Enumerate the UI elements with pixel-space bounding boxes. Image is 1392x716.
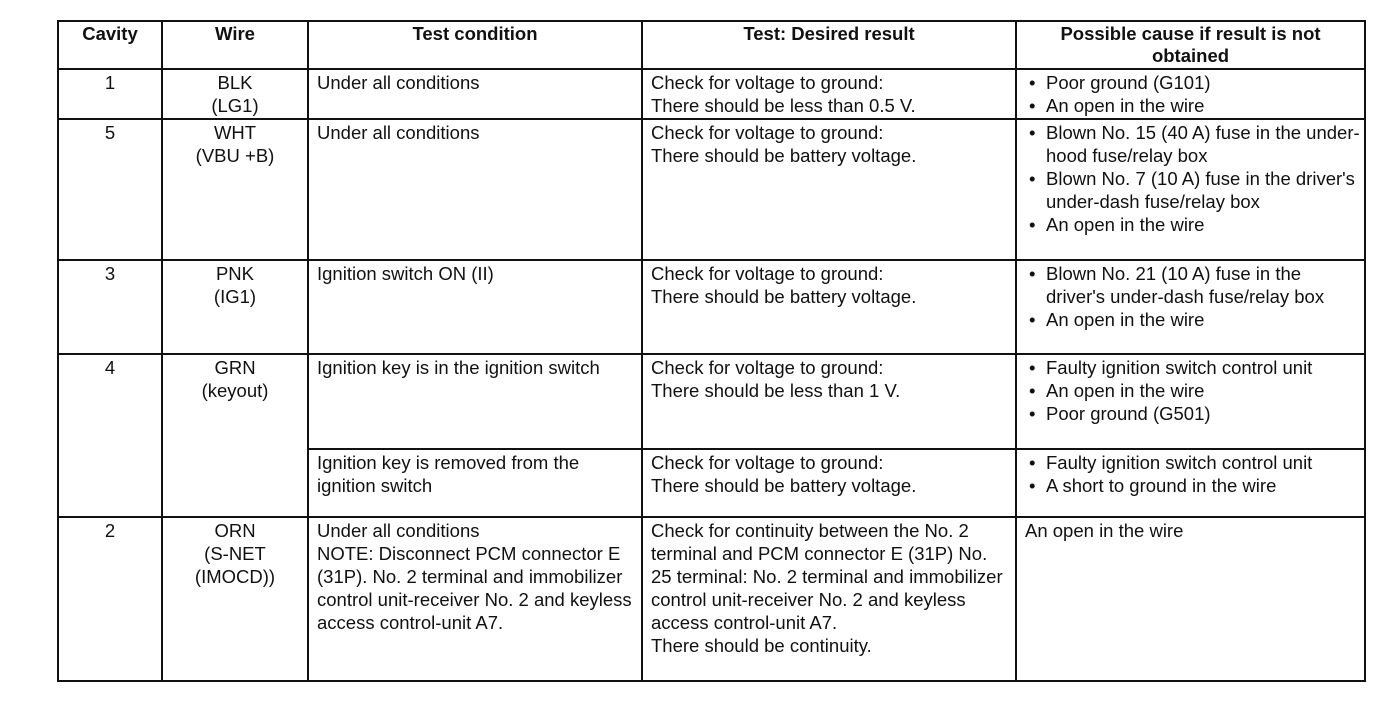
header-cavity: Cavity bbox=[58, 21, 162, 69]
result-line: There should be battery voltage. bbox=[651, 145, 917, 166]
table-row bbox=[58, 119, 1365, 260]
result-line: Check for voltage to ground: bbox=[651, 357, 884, 378]
header-wire: Wire bbox=[162, 21, 308, 69]
wire-code: (VBU +B) bbox=[195, 145, 275, 166]
wire-code: (LG1) bbox=[211, 95, 259, 116]
wire-color: ORN bbox=[214, 520, 256, 541]
cause-item: • An open in the wire bbox=[1027, 213, 1362, 236]
possible-cause-cell bbox=[1016, 119, 1365, 260]
result-text: Check for continuity between the No. 2 terminal and PCM connector E (31P) No. 25 terminal: No. 2 terminal and immobilizer control unit-receiver No. 2 and keyless access control-unit A7. bbox=[651, 520, 1003, 633]
possible-cause-cell bbox=[1016, 69, 1365, 119]
table-row bbox=[58, 354, 1365, 449]
test-condition-cell: Ignition key is removed from the ignition switch bbox=[308, 449, 642, 517]
possible-cause-cell bbox=[1016, 449, 1365, 517]
desired-result-cell bbox=[642, 119, 1016, 260]
connector-test-table bbox=[57, 20, 1366, 682]
possible-cause-cell bbox=[1016, 354, 1365, 449]
cause-item: • Poor ground (G501) bbox=[1027, 402, 1362, 425]
cause-item: • A short to ground in the wire bbox=[1027, 474, 1362, 497]
condition-text: Under all conditions bbox=[317, 520, 480, 541]
wire-code: (S-NET bbox=[204, 543, 266, 564]
desired-result-cell bbox=[642, 354, 1016, 449]
table-row bbox=[58, 69, 1365, 119]
wire-code: (IG1) bbox=[213, 286, 257, 307]
cause-item: • Faulty ignition switch control unit bbox=[1027, 356, 1362, 379]
desired-result-cell bbox=[642, 69, 1016, 119]
cause-item: • Blown No. 7 (10 A) fuse in the driver's under-dash fuse/relay box bbox=[1027, 167, 1362, 213]
test-condition-cell: Under all conditions bbox=[308, 119, 642, 260]
possible-cause-cell: An open in the wire bbox=[1016, 517, 1365, 681]
wire-color: GRN bbox=[214, 357, 256, 378]
wire-cell bbox=[162, 260, 308, 354]
result-line: Check for voltage to ground: bbox=[651, 452, 884, 473]
result-line: There should be battery voltage. bbox=[651, 286, 917, 307]
cause-item: • An open in the wire bbox=[1027, 308, 1362, 331]
cavity-cell: 3 bbox=[58, 260, 162, 354]
test-condition-cell: Ignition key is in the ignition switch bbox=[308, 354, 642, 449]
possible-cause-cell bbox=[1016, 260, 1365, 354]
header-test-condition: Test condition bbox=[308, 21, 642, 69]
wire-code: (keyout) bbox=[201, 380, 269, 401]
header-possible-cause: Possible cause if result is not obtained bbox=[1016, 21, 1365, 69]
cause-item: • An open in the wire bbox=[1027, 94, 1362, 117]
desired-result-cell bbox=[642, 449, 1016, 517]
cavity-cell: 4 bbox=[58, 354, 162, 517]
result-line: There should be less than 0.5 V. bbox=[651, 95, 916, 116]
test-condition-cell: Under all conditions bbox=[308, 69, 642, 119]
wire-cell bbox=[162, 517, 308, 681]
result-line: Check for voltage to ground: bbox=[651, 122, 884, 143]
table-row bbox=[58, 517, 1365, 681]
wire-cell bbox=[162, 119, 308, 260]
wire-cell bbox=[162, 69, 308, 119]
result-line: There should be battery voltage. bbox=[651, 475, 917, 496]
desired-result-cell bbox=[642, 517, 1016, 681]
wire-code: (IMOCD)) bbox=[194, 566, 276, 587]
wire-color: WHT bbox=[213, 122, 257, 143]
test-condition-cell bbox=[308, 517, 642, 681]
condition-note: NOTE: Disconnect PCM connector E (31P). No. 2 terminal and immobilizer control unit-receiver No. 2 and keyless access control-unit A7. bbox=[317, 543, 632, 633]
cause-item: • Blown No. 15 (40 A) fuse in the under- hood fuse/relay box bbox=[1027, 121, 1362, 167]
header-desired-result: Test: Desired result bbox=[642, 21, 1016, 69]
header-row bbox=[58, 21, 1365, 69]
result-line: There should be less than 1 V. bbox=[651, 380, 901, 401]
cause-item: • Poor ground (G101) bbox=[1027, 71, 1362, 94]
result-line: Check for voltage to ground: bbox=[651, 72, 884, 93]
cavity-cell: 1 bbox=[58, 69, 162, 119]
wire-cell bbox=[162, 354, 308, 517]
cavity-cell: 5 bbox=[58, 119, 162, 260]
cause-item: • Blown No. 21 (10 A) fuse in the driver's under-dash fuse/relay box bbox=[1027, 262, 1362, 308]
wire-color: PNK bbox=[215, 263, 255, 284]
table-row bbox=[58, 260, 1365, 354]
result-line: There should be continuity. bbox=[651, 635, 872, 656]
cause-item: • Faulty ignition switch control unit bbox=[1027, 451, 1362, 474]
test-condition-cell: Ignition switch ON (II) bbox=[308, 260, 642, 354]
desired-result-cell bbox=[642, 260, 1016, 354]
result-line: Check for voltage to ground: bbox=[651, 263, 884, 284]
cavity-cell: 2 bbox=[58, 517, 162, 681]
cause-item: • An open in the wire bbox=[1027, 379, 1362, 402]
wire-color: BLK bbox=[217, 72, 253, 93]
